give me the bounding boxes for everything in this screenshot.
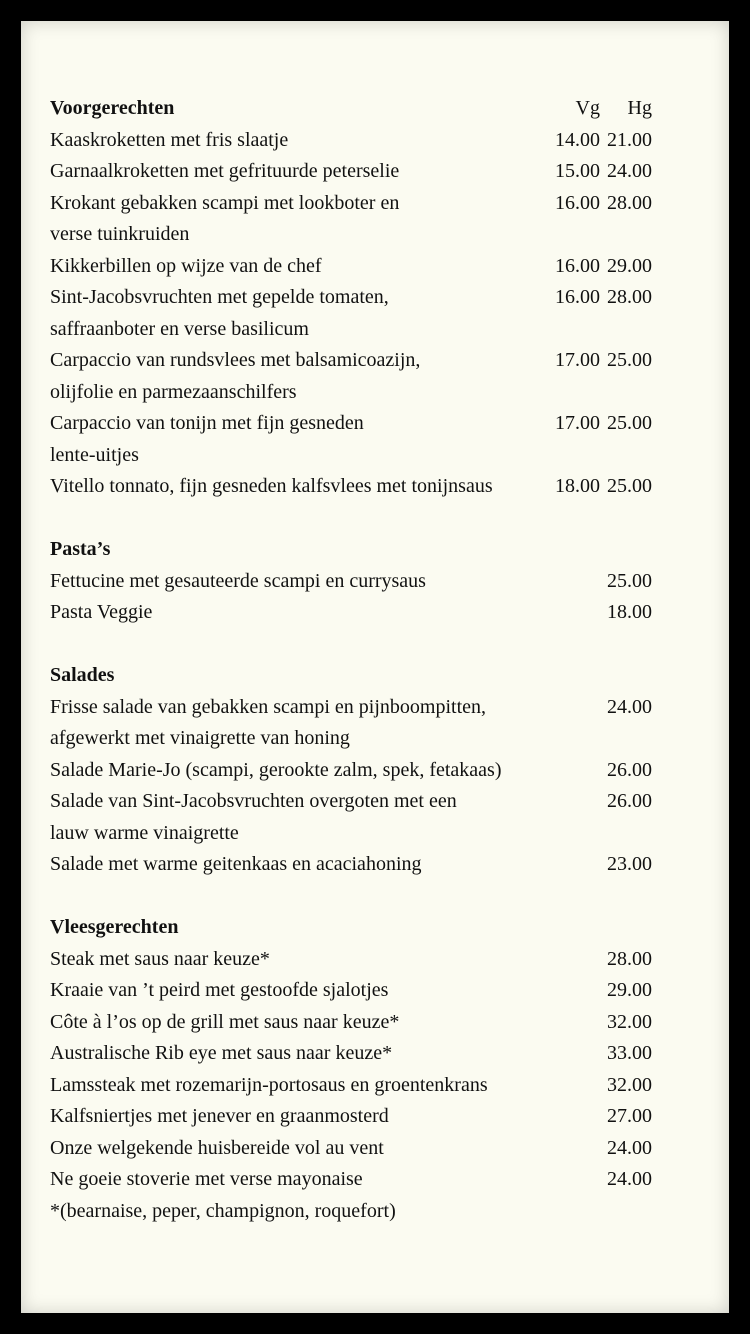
- price-hg: 29.00: [607, 254, 652, 277]
- price-hg: 33.00: [607, 1042, 652, 1064]
- price-hg: 28.00: [607, 947, 652, 970]
- menu-item-line: [50, 786, 652, 818]
- menu-item: [50, 1007, 652, 1039]
- price-vg: 18.00: [555, 475, 600, 497]
- menu-item: [50, 692, 652, 755]
- price-hg: 21.00: [607, 128, 652, 151]
- menu-item-name: afgewerkt met vinaigrette van honing: [50, 727, 350, 749]
- menu-section: [50, 534, 652, 629]
- price-vg: 17.00: [555, 412, 600, 434]
- menu-item-line: [50, 597, 652, 629]
- price-hg: 24.00: [607, 1168, 652, 1190]
- menu-item: [50, 188, 652, 251]
- menu-item-line: [50, 1133, 652, 1165]
- menu-item-line: [50, 1038, 652, 1070]
- menu-item-name: lente-uitjes: [50, 443, 139, 466]
- menu-section: [50, 912, 652, 1227]
- section-gap: [50, 629, 652, 661]
- price-hg: 28.00: [607, 286, 652, 308]
- menu-item: [50, 471, 652, 503]
- price-hg: 23.00: [607, 853, 652, 875]
- menu-item-line: [50, 188, 652, 220]
- menu-item-name: verse tuinkruiden: [50, 223, 190, 245]
- menu-item-line: [50, 975, 652, 1007]
- price-hg: 25.00: [607, 569, 652, 592]
- menu-item: [50, 1164, 652, 1196]
- price-hg: 24.00: [607, 695, 652, 718]
- price-hg: 27.00: [607, 1105, 652, 1127]
- column-header-vg: Vg: [575, 97, 600, 119]
- menu-item-name: Côte à l’os op de grill met saus naar keuze*: [50, 1010, 400, 1033]
- menu-item: [50, 975, 652, 1007]
- menu-item-name: Onze welgekende huisbereide vol au vent: [50, 1136, 384, 1159]
- section-gap: [50, 881, 652, 913]
- price-hg: 25.00: [607, 475, 652, 497]
- menu-item-line: [50, 440, 652, 472]
- menu-item-name: Salade met warme geitenkaas en acaciahoning: [50, 853, 422, 875]
- price-hg: 18.00: [607, 601, 652, 623]
- menu-item: [50, 345, 652, 408]
- sauce-note: *(bearnaise, peper, champignon, roquefort): [50, 1199, 396, 1222]
- menu-item: [50, 408, 652, 471]
- menu-item: [50, 786, 652, 849]
- menu-page: [21, 21, 729, 1313]
- menu-item: [50, 566, 652, 598]
- section-gap: [50, 503, 652, 535]
- menu-item-line: [50, 314, 652, 346]
- menu-item-name: Garnaalkroketten met gefrituurde peterselie: [50, 160, 400, 182]
- menu-item: [50, 282, 652, 345]
- price-vg: 17.00: [555, 349, 600, 371]
- section-header: [50, 660, 652, 692]
- section-title: Salades: [50, 664, 115, 686]
- section-title: Voorgerechten: [50, 97, 175, 119]
- menu-item: [50, 125, 652, 157]
- menu-item-line: [50, 849, 652, 881]
- menu-item-line: [50, 723, 652, 755]
- section-header: [50, 912, 652, 944]
- menu-section: [50, 660, 652, 881]
- menu-item: [50, 597, 652, 629]
- menu-item-line: [50, 345, 652, 377]
- menu-item-line: [50, 282, 652, 314]
- menu-item-name: Salade van Sint-Jacobsvruchten overgoten met een: [50, 790, 457, 812]
- menu-item-name: Vitello tonnato, fijn gesneden kalfsvlees met tonijnsaus: [50, 475, 493, 497]
- price-hg: 26.00: [607, 790, 652, 812]
- menu-item-line: [50, 692, 652, 724]
- price-vg: 16.00: [555, 254, 600, 277]
- menu-item: [50, 1133, 652, 1165]
- menu-item-name: Salade Marie-Jo (scampi, gerookte zalm, spek, fetakaas): [50, 758, 502, 781]
- menu-item-name: Pasta Veggie: [50, 601, 153, 623]
- menu-item-name: Australische Rib eye met saus naar keuze*: [50, 1042, 393, 1064]
- menu-item: [50, 1070, 652, 1102]
- menu-item-name: Krokant gebakken scampi met lookboter en: [50, 191, 400, 214]
- price-hg: 29.00: [607, 979, 652, 1001]
- price-vg: 16.00: [555, 191, 600, 214]
- price-vg: 16.00: [555, 286, 600, 308]
- menu-item-line: [50, 1101, 652, 1133]
- menu-item-line: [50, 566, 652, 598]
- menu-item-line: [50, 944, 652, 976]
- menu-item-name: Fettucine met gesauteerde scampi en currysaus: [50, 569, 426, 592]
- menu-item-name: Ne goeie stoverie met verse mayonaise: [50, 1168, 363, 1190]
- price-hg: 28.00: [607, 191, 652, 214]
- section-header: [50, 93, 652, 125]
- menu-item-name: saffraanboter en verse basilicum: [50, 317, 309, 340]
- menu-item: [50, 251, 652, 283]
- menu-item-name: Carpaccio van rundsvlees met balsamicoazijn,: [50, 349, 421, 371]
- menu-item-name: Kikkerbillen op wijze van de chef: [50, 254, 322, 277]
- menu-item-name: Lamssteak met rozemarijn-portosaus en groentenkrans: [50, 1073, 488, 1096]
- menu-item: [50, 755, 652, 787]
- menu-item-line: [50, 156, 652, 188]
- menu-item-line: [50, 408, 652, 440]
- price-vg: 14.00: [555, 128, 600, 151]
- menu-item-line: [50, 251, 652, 283]
- menu-item-line: [50, 125, 652, 157]
- menu-item-line: [50, 1007, 652, 1039]
- menu-item: [50, 944, 652, 976]
- menu-item-name: Kaaskroketten met fris slaatje: [50, 128, 289, 151]
- section-title: Pasta’s: [50, 538, 111, 560]
- price-hg: 32.00: [607, 1010, 652, 1033]
- menu-item-name: Steak met saus naar keuze*: [50, 947, 270, 970]
- price-hg: 32.00: [607, 1073, 652, 1096]
- menu-item-line: [50, 219, 652, 251]
- menu-item-name: Carpaccio van tonijn met fijn gesneden: [50, 412, 364, 434]
- menu-item-line: [50, 755, 652, 787]
- menu-item-line: [50, 471, 652, 503]
- menu-item-line: [50, 1164, 652, 1196]
- price-hg: 25.00: [607, 412, 652, 434]
- menu-section: [50, 93, 652, 503]
- menu-item-name: Kraaie van ’t peird met gestoofde sjalotjes: [50, 979, 389, 1001]
- menu-item-name: lauw warme vinaigrette: [50, 821, 239, 844]
- menu-item: [50, 849, 652, 881]
- section-title: Vleesgerechten: [50, 916, 179, 938]
- section-header: [50, 534, 652, 566]
- menu-item-name: Frisse salade van gebakken scampi en pijnboompitten,: [50, 695, 487, 718]
- menu-item-line: [50, 818, 652, 850]
- price-hg: 24.00: [607, 1136, 652, 1159]
- menu-item: [50, 156, 652, 188]
- price-vg: 15.00: [555, 160, 600, 182]
- menu-item-name: Sint-Jacobsvruchten met gepelde tomaten,: [50, 286, 389, 308]
- column-header-hg: Hg: [627, 97, 652, 119]
- price-hg: 25.00: [607, 349, 652, 371]
- menu-item-line: [50, 1070, 652, 1102]
- price-hg: 26.00: [607, 758, 652, 781]
- menu-item-line: [50, 377, 652, 409]
- menu-content: [50, 93, 652, 1227]
- menu-item-name: olijfolie en parmezaanschilfers: [50, 380, 297, 403]
- price-hg: 24.00: [607, 160, 652, 182]
- menu-item: [50, 1101, 652, 1133]
- menu-item: [50, 1038, 652, 1070]
- menu-item-name: Kalfsniertjes met jenever en graanmosterd: [50, 1105, 389, 1127]
